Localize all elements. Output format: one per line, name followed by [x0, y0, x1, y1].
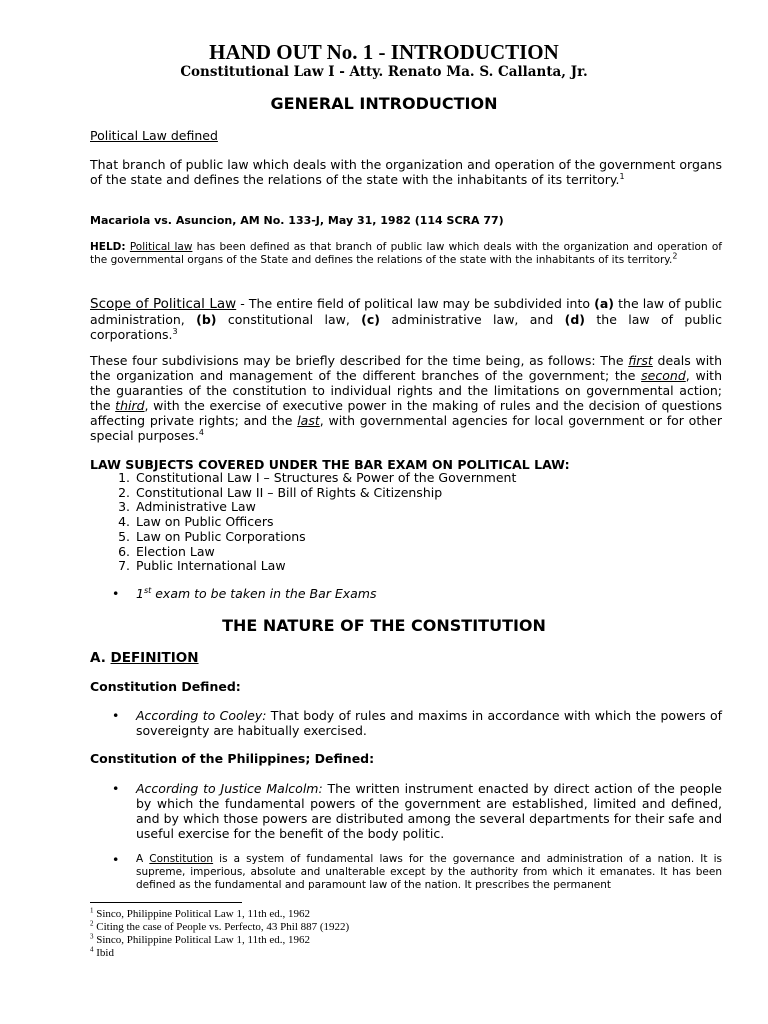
- footnote-3: [90, 934, 310, 946]
- bullet-icon: •: [112, 586, 120, 601]
- scope-d: (d): [564, 312, 586, 327]
- bullet-icon: •: [112, 708, 120, 723]
- cooley-label: According to Cooley:: [136, 708, 267, 723]
- held-text: has been defined as that branch of public law which deals with the organization and operation of the governmental organs of the State and defines the relations of the state with the inhabitants of its territory.: [90, 241, 723, 266]
- constitution-text: is a system of fundamental laws for the governance and administration of a nation. It is supreme, imperious, absolute and unalterable except by the authority from which it emanates. It has been defined as the fundamental and paramount law of the nation. It prescribes the permanent: [136, 853, 722, 891]
- list-item: 3. Administrative Law: [134, 500, 722, 515]
- general-introduction-heading: GENERAL INTRODUCTION: [270, 94, 498, 113]
- subdivisions-paragraph: [90, 353, 722, 443]
- second-term: second: [641, 368, 686, 383]
- footnote-text: Sinco, Philippine Political Law 1, 11th ed., 1962: [93, 908, 311, 920]
- scope-a: (a): [594, 296, 615, 311]
- subdivisions-text: These four subdivisions may be briefly described for the time being, as follows: The: [90, 353, 629, 368]
- footnote-number: 4: [90, 945, 94, 954]
- list-item: 2. Constitutional Law II – Bill of Rights & Citizenship: [134, 486, 722, 501]
- scope-text: administrative law, and: [380, 312, 565, 327]
- note-ordinal: st: [143, 585, 152, 595]
- footnote-2: [90, 921, 349, 933]
- footnote-ref-1: 1: [619, 171, 625, 181]
- section-a-title: DEFINITION: [110, 650, 199, 666]
- list-item: 4. Law on Public Officers: [134, 515, 722, 530]
- footnote-ref-4: 4: [198, 427, 204, 437]
- note-text: exam to be taken in the Bar Exams: [151, 586, 377, 601]
- document-subtitle: Constitutional Law I - Atty. Renato Ma. S. Callanta, Jr.: [180, 64, 588, 80]
- list-item: 6. Election Law: [134, 545, 722, 560]
- cooley-definition: [136, 708, 722, 738]
- last-term: last: [297, 413, 320, 428]
- scope-paragraph: [90, 296, 722, 342]
- political-law-heading: Political Law defined: [90, 128, 218, 143]
- held-paragraph: [90, 241, 722, 267]
- list-item: 1. Constitutional Law I – Structures & Power of the Government: [134, 471, 722, 486]
- list-item: 5. Law on Public Corporations: [134, 530, 722, 545]
- footnote-text: Ibid: [93, 947, 114, 959]
- held-term: Political law: [129, 241, 193, 253]
- case-citation: Macariola vs. Asuncion, AM No. 133-J, May 31, 1982 (114 SCRA 77): [90, 214, 504, 227]
- footnote-text: Citing the case of People vs. Perfecto, 43 Phil 887 (1922): [93, 921, 350, 933]
- footnote-text: Sinco, Philippine Political Law 1, 11th ed., 1962: [93, 934, 311, 946]
- constitution-defined-heading: Constitution Defined:: [90, 679, 241, 694]
- footnote-4: [90, 947, 114, 959]
- malcolm-label: According to Justice Malcolm:: [136, 781, 323, 796]
- bar-exam-note: [136, 586, 722, 601]
- subdivisions-text: , with governmental agencies for local government or for other special purposes.: [90, 413, 722, 443]
- bullet-icon: •: [112, 852, 120, 867]
- malcolm-definition: [136, 781, 722, 841]
- scope-text: constitutional law,: [216, 312, 362, 327]
- footnote-ref-3: 3: [172, 326, 178, 336]
- bar-subjects-list-wrap: [90, 471, 722, 574]
- philippine-constitution-heading: Constitution of the Philippines; Defined:: [90, 751, 375, 766]
- scope-b: (b): [196, 312, 217, 327]
- scope-label: Scope of Political Law: [90, 296, 237, 312]
- scope-text: - The entire field of political law may be subdivided into: [236, 296, 595, 311]
- scope-text: the law of public administration,: [90, 296, 722, 327]
- third-term: third: [115, 398, 145, 413]
- subdivisions-text: deals with the organization and management of the different branches of the government; the: [90, 353, 722, 383]
- subdivisions-text: , with the guaranties of the constitution to individual rights and the limitations on governmental action; the: [90, 368, 722, 413]
- subdivisions-text: , with the exercise of executive power in the making of rules and the decision of questions affecting private rights; and the: [90, 398, 722, 428]
- political-law-definition: [90, 157, 722, 187]
- scope-c: (c): [361, 312, 381, 327]
- footnote-ref-2: 2: [672, 251, 678, 261]
- constitution-intro: A: [136, 853, 150, 865]
- section-a-prefix: A.: [90, 650, 111, 666]
- bullet-icon: •: [112, 781, 120, 796]
- footnote-1: [90, 908, 310, 920]
- footnote-divider: [90, 902, 242, 903]
- bar-subjects-list: [90, 471, 722, 574]
- malcolm-text: The written instrument enacted by direct action of the people by which the fundamental powers of the government are established, limited and defined, and by which those powers are distributed among the several departments for their safe and useful exercise for the benefit of the body politic.: [136, 781, 722, 841]
- definition-text: That branch of public law which deals with the organization and operation of the government organs of the state and defines the relations of the state with the inhabitants of its territory.: [90, 157, 722, 187]
- cooley-text: That body of rules and maxims in accordance with which the powers of sovereignty are habitually exercised.: [136, 708, 723, 738]
- list-item: 7. Public International Law: [134, 559, 722, 574]
- held-label: HELD:: [90, 241, 126, 253]
- bar-subjects-heading: LAW SUBJECTS COVERED UNDER THE BAR EXAM ON POLITICAL LAW:: [90, 457, 570, 472]
- constitution-term: Constitution: [149, 853, 214, 865]
- document-title: HAND OUT No. 1 - INTRODUCTION: [209, 40, 559, 64]
- section-a-heading: [90, 650, 722, 666]
- scope-text: the law of public corporations.: [90, 312, 722, 342]
- footnote-number: 2: [90, 919, 94, 928]
- first-term: first: [628, 353, 653, 368]
- nature-of-constitution-heading: THE NATURE OF THE CONSTITUTION: [222, 616, 546, 635]
- constitution-paragraph: [136, 853, 722, 892]
- footnote-number: 1: [90, 906, 94, 915]
- note-number: 1: [136, 586, 144, 601]
- footnote-number: 3: [90, 932, 94, 941]
